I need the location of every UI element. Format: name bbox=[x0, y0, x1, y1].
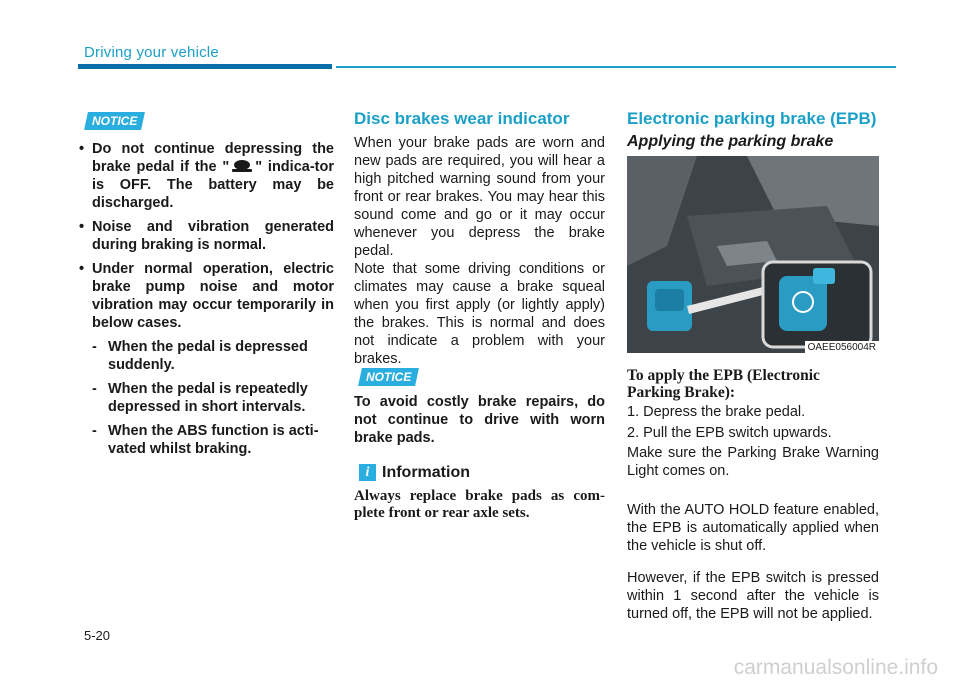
notice-text: To avoid costly brake repairs, do not continue to drive with worn brake pads. bbox=[354, 394, 605, 446]
section-heading-epb: Electronic parking brake (EPB) bbox=[627, 109, 877, 128]
header-rule-dark bbox=[78, 64, 332, 69]
bullet-icon: • bbox=[79, 141, 85, 157]
header-title: Driving your vehicle bbox=[84, 44, 219, 61]
brake-warning-icon bbox=[229, 159, 255, 173]
image-caption: OAEE056004R bbox=[805, 341, 879, 354]
paragraph: However, if the EPB switch is pressed within 1 second after the vehicle is turned off, the EPB will not be applied. bbox=[627, 570, 879, 622]
info-title: Information bbox=[382, 464, 470, 481]
notice-badge-2: NOTICE bbox=[358, 368, 419, 386]
watermark[interactable]: carmanualsonline.info bbox=[733, 656, 938, 679]
info-icon: i bbox=[359, 464, 376, 481]
notice-list bbox=[79, 140, 334, 464]
bullet-icon: • bbox=[79, 219, 85, 235]
list-item: • Noise and vibration generated during braking is normal. bbox=[79, 219, 334, 253]
step-1: 1. Depress the brake pedal. bbox=[627, 404, 806, 420]
paragraph: Note that some driving conditions or climates may cause a brake squeal when you first apply (or lightly apply) the brakes. This is normal and does not indicate a problem with your brakes. bbox=[354, 261, 605, 367]
sub-list-item: - When the ABS function is acti-vated whilst braking. bbox=[92, 423, 319, 457]
list-item: • Under normal operation, electric brake pump noise and motor vibration may occur temporarily in below cases. bbox=[79, 261, 334, 331]
procedure-title: To apply the EPB (Electronic Parking Brake): bbox=[627, 367, 820, 401]
paragraph: With the AUTO HOLD feature enabled, the EPB is automatically applied when the vehicle is shut off. bbox=[627, 502, 879, 554]
bullet-icon: • bbox=[79, 261, 85, 277]
sub-list-item: - When the pedal is depressed suddenly. bbox=[92, 339, 308, 373]
notice-badge-1: NOTICE bbox=[84, 112, 145, 130]
section-heading-disc-brakes: Disc brakes wear indicator bbox=[354, 109, 570, 128]
step-2: 2. Pull the EPB switch upwards. bbox=[627, 425, 832, 441]
list-item: • Do not continue depressing the brake pedal if the " " indica-tor is OFF. The battery may be discharged. bbox=[79, 141, 334, 211]
epb-switch-photo bbox=[627, 156, 879, 353]
paragraph: Make sure the Parking Brake Warning Light comes on. bbox=[627, 445, 879, 479]
paragraph: When your brake pads are worn and new pads are required, you will hear a high pitched warning sound from your front or rear brakes. You may hear this sound come and go or it may occur whenever you depress the brake pedal. bbox=[354, 135, 605, 259]
sub-list-item: - When the pedal is repeatedly depressed in short intervals. bbox=[92, 381, 308, 415]
info-text: Always replace brake pads as com-plete front or rear axle sets. bbox=[354, 488, 605, 521]
epb-console-illustration bbox=[627, 156, 879, 353]
subheading-applying: Applying the parking brake bbox=[627, 133, 834, 150]
header-rule-light bbox=[336, 66, 896, 68]
sub-list bbox=[79, 338, 334, 458]
page-number: 5-20 bbox=[84, 628, 111, 643]
